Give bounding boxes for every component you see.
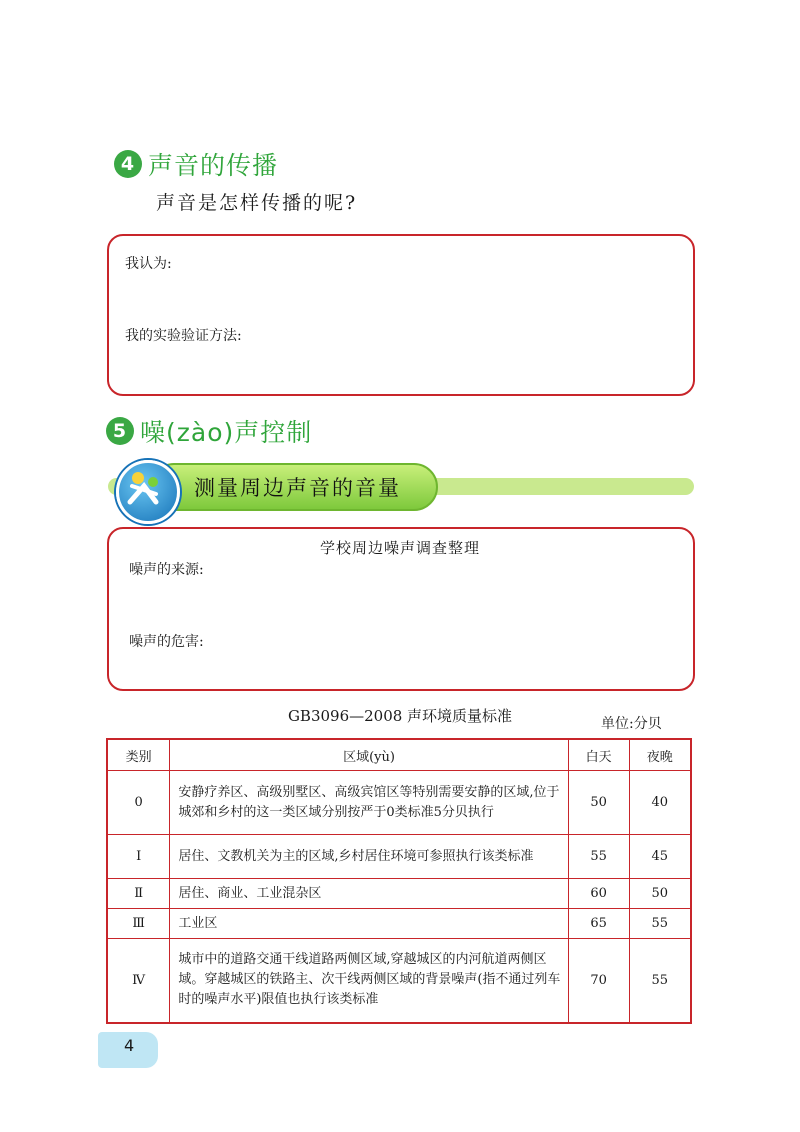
noise-source-label: 噪声的来源: (129, 562, 204, 578)
page-number: 4 (98, 1032, 158, 1068)
day-cell: 65 (568, 909, 629, 939)
section-number-badge: 5 (106, 417, 134, 445)
day-cell: 55 (568, 835, 629, 879)
method-label: 我的实验验证方法: (125, 328, 242, 344)
night-cell: 55 (629, 909, 691, 939)
activity-banner (150, 463, 438, 511)
activity-icon (116, 460, 180, 524)
night-cell: 40 (629, 771, 691, 835)
banner-title: 测量周边声音的音量 (194, 476, 401, 500)
area-cell: 工业区 (170, 909, 568, 939)
opinion-label: 我认为: (125, 256, 172, 272)
question-text: 声音是怎样传播的呢? (156, 192, 358, 214)
table-row (107, 939, 691, 1023)
section-title: 声音的传播 (148, 151, 279, 180)
unit-label: 单位:分贝 (601, 716, 662, 732)
day-cell: 60 (568, 879, 629, 909)
survey-title: 学校周边噪声调查整理 (319, 539, 480, 557)
category-cell: Ⅲ (107, 909, 170, 939)
night-cell: 50 (629, 879, 691, 909)
area-cell: 居住、商业、工业混杂区 (170, 879, 568, 909)
section-number-badge: 4 (114, 150, 142, 178)
noise-standard-table (106, 738, 692, 1024)
header-night: 夜晚 (629, 739, 691, 771)
night-cell: 55 (629, 939, 691, 1023)
category-cell: Ⅱ (107, 879, 170, 909)
section-5-heading (106, 413, 312, 449)
table-row (107, 909, 691, 939)
header-area: 区域(yù) (170, 739, 568, 771)
category-cell: Ⅰ (107, 835, 170, 879)
table-row (107, 771, 691, 835)
day-cell: 70 (568, 939, 629, 1023)
header-category: 类别 (107, 739, 170, 771)
answer-box[interactable] (107, 234, 695, 396)
table-row (107, 835, 691, 879)
section-title: 噪(zào)声控制 (140, 418, 313, 447)
category-cell: Ⅳ (107, 939, 170, 1023)
night-cell: 45 (629, 835, 691, 879)
section-4-heading (114, 146, 278, 182)
area-cell: 居住、文教机关为主的区域,乡村居住环境可参照执行该类标准 (170, 835, 568, 879)
header-day: 白天 (568, 739, 629, 771)
day-cell: 50 (568, 771, 629, 835)
table-row (107, 879, 691, 909)
table-header-row (107, 739, 691, 771)
noise-harm-label: 噪声的危害: (129, 634, 204, 650)
area-cell: 城市中的道路交通干线道路两侧区域,穿越城区的内河航道两侧区域。穿越城区的铁路主、次干线两侧区域的背景噪声(指不通过列车时的噪声水平)限值也执行该类标准 (170, 939, 568, 1023)
standard-title: GB3096—2008 声环境质量标准 (287, 707, 513, 725)
category-cell: 0 (107, 771, 170, 835)
area-cell: 安静疗养区、高级别墅区、高级宾馆区等特别需要安静的区域,位于城郊和乡村的这一类区域分别按严于0类标准5分贝执行 (170, 771, 568, 835)
